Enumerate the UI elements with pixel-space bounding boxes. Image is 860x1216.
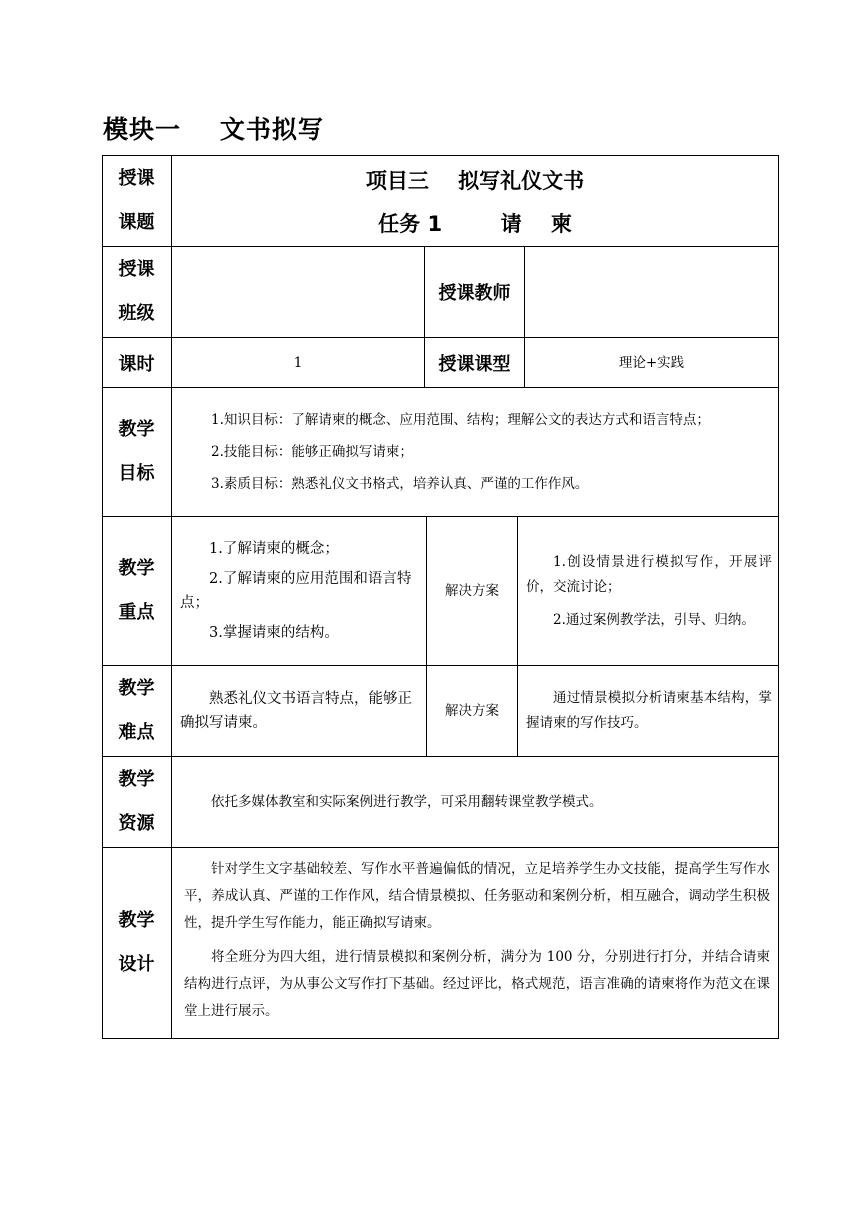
design-label	[102, 848, 171, 1038]
objective-item: 1.知识目标：了解请柬的概念、应用范围、结构；理解公文的表达方式和语言特点；	[211, 412, 710, 428]
resources-cell	[172, 757, 778, 847]
resources-text: 依托多媒体教室和实际案例进行教学，可采用翻转课堂教学模式。	[211, 793, 603, 810]
resources-label-line1: 教学	[118, 769, 155, 790]
teacher-value	[525, 247, 778, 337]
task-title: 任务 1 请 柬	[378, 211, 572, 236]
key-point-item: 1.了解请柬的概念；	[209, 541, 339, 557]
class-value	[172, 247, 424, 337]
class-label	[102, 247, 171, 337]
objectives-label-line2: 目标	[118, 463, 155, 484]
difficulties-text: 熟悉礼仪文书语言特点，能够正确拟写请柬。	[180, 691, 412, 731]
design-label-line1: 教学	[118, 910, 155, 931]
design-label-line2: 设计	[118, 954, 155, 975]
solution-item: 2.通过案例教学法，引导、归纳。	[553, 611, 755, 628]
class-label-line1: 授课	[118, 259, 155, 280]
objectives-label-line1: 教学	[118, 419, 155, 440]
difficulties-cell	[172, 666, 426, 756]
solution-item: 1.创设情景进行模拟写作，开展评价，交流讨论；	[526, 553, 772, 595]
topic-label-line2: 课题	[118, 211, 155, 233]
design-paragraph: 将全班分为四大组，进行情景模拟和案例分析，满分为 100 分，分别进行打分，并结合请柬结构进行点评，为从事公文写作打下基础。经过评比，格式规范，语言准确的请柬将作为范文在课堂上进行展示。	[184, 949, 770, 1019]
difficulties-label	[102, 666, 171, 756]
resources-label	[102, 757, 171, 847]
objective-item: 3.素质目标：熟悉礼仪文书格式，培养认真、严谨的工作作风。	[211, 476, 589, 492]
topic-cell	[172, 155, 778, 246]
difficulties-solution-cell	[518, 666, 778, 756]
key-points-label-line2: 重点	[118, 602, 155, 623]
table-border-right	[778, 155, 779, 1039]
objectives-cell	[172, 388, 778, 516]
difficulties-solution-text: 通过情景模拟分析请柬基本结构，掌握请柬的写作技巧。	[526, 690, 772, 731]
topic-label	[102, 155, 171, 246]
project-title: 项目三 拟写礼仪文书	[365, 168, 585, 193]
objectives-label	[102, 388, 171, 516]
hours-value: 1	[293, 354, 303, 371]
difficulties-label-line1: 教学	[118, 678, 155, 699]
lesson-type-value: 理论+实践	[618, 354, 685, 371]
teacher-label: 授课教师	[438, 283, 511, 304]
resources-label-line2: 资源	[118, 813, 155, 834]
difficulties-label-line2: 难点	[118, 722, 155, 743]
table-border-bottom	[102, 1038, 779, 1039]
key-point-item: 2.了解请柬的应用范围和语言特点；	[180, 571, 412, 611]
lesson-type-label: 授课课型	[438, 353, 511, 375]
objective-item: 2.技能目标：能够正确拟写请柬；	[211, 444, 413, 460]
design-paragraph: 针对学生文字基础较差、写作水平普遍偏低的情况，立足培养学生办文技能，提高学生写作水平，养成认真、严谨的工作作风，结合情景模拟、任务驱动和案例分析，相互融合，调动学生积极性，提升学生写作能力，能正确拟写请柬。	[184, 861, 770, 931]
key-point-item: 3.掌握请柬的结构。	[209, 625, 339, 641]
key-points-solution-label: 解决方案	[445, 583, 499, 599]
difficulties-solution-label: 解决方案	[445, 703, 499, 719]
module-title: 模块一 文书拟写	[103, 115, 324, 144]
class-label-line2: 班级	[118, 303, 155, 324]
key-points-solution-cell	[518, 517, 778, 665]
key-points-cell	[172, 517, 426, 665]
key-points-label-line1: 教学	[118, 558, 155, 579]
design-cell	[172, 848, 778, 1038]
lesson-plan-table	[102, 155, 779, 1039]
topic-label-line1: 授课	[118, 167, 155, 189]
hours-label: 课时	[118, 353, 155, 375]
key-points-label	[102, 517, 171, 665]
